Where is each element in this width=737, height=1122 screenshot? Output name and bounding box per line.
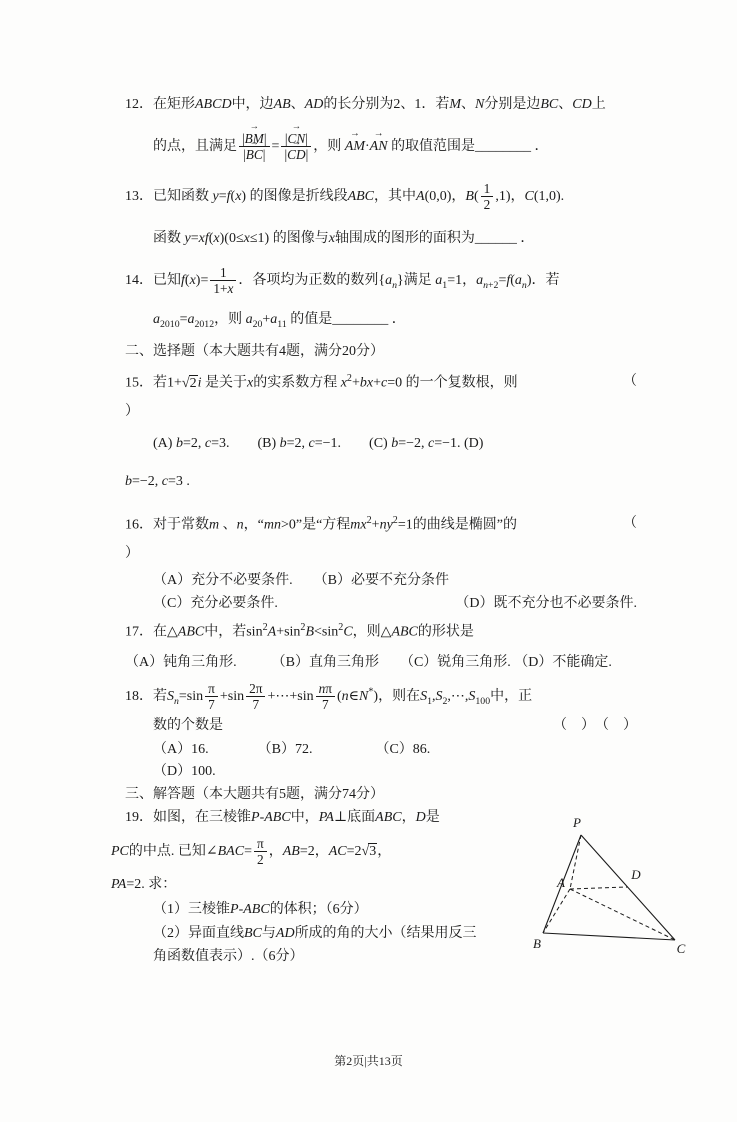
problem-16-line-1 [125, 513, 637, 536]
vertex-label-D: D [631, 866, 641, 882]
problem-13-line-1: 13．已知函数 y=f(x) 的图像是折线段ABC，其中A(0,0)，B( $\frac{1}{2}$ ,1)，C(1,0). [125, 180, 565, 212]
problem-18-choices-abc: （A）16. （B）72. （C）86. [153, 741, 431, 757]
vertex-label-A: A [557, 874, 565, 890]
problem-19-part-2-cont: 角函数值表示）.（6分） [153, 949, 304, 965]
problem-16-stem: 16．对于常数m 、n，“mn>0”是“方程$mx^2+ny^2=1$的曲线是椭圆”的 [125, 514, 517, 533]
problem-16-answer-paren-open: （ [623, 515, 637, 531]
problem-19-line-3: PA=2. 求： [111, 877, 177, 893]
problem-14-line-1: 14．已知f(x)= $\frac{1}{1+x}$ ．各项均为正数的数列$\{a_n\}$满足 $a_1=1$，$a_{n+2}=f(a_n)$．若 [125, 265, 560, 297]
edge-PA [570, 835, 581, 889]
vertex-label-B: B [533, 935, 541, 951]
problem-15-line-1 [125, 371, 637, 394]
problem-17-choices: （A）钝角三角形. （B）直角三角形 （C）锐角三角形. （D）不能确定. [125, 655, 612, 671]
problem-16-line-2: ） [125, 546, 139, 562]
page-footer: 第2页|共13页 [334, 1054, 403, 1068]
problem-15-line-2: ） [125, 403, 139, 419]
section-3-header: 三、解答题（本大题共有5题，满分74分） [125, 786, 384, 802]
problem-19 [111, 807, 686, 968]
problem-12-line-2: 的点，且满足 $\frac{|BM \to|}{|BC \to|}$ = $\frac{|CN \to|}{|CD \to|}$ ，则 AM →·AN → 的取值范围是________ ． [153, 131, 637, 163]
problem-14-line-2: $a_{2010}=a_{2012}$，则 $a_{20}+a_{11}$ 的值是________ ． [153, 311, 406, 330]
problem-19-line-2: PC的中点. 已知∠BAC= $\frac{\pi}{2}$ ，AB=2，AC=2√3， [111, 835, 392, 867]
edge-AB [543, 889, 570, 933]
segment-AD [570, 887, 628, 889]
vertex-label-C: C [676, 940, 686, 956]
problem-18-line-1: 18．若$S_n=\sin$ $\frac{\pi}{7}$ +sin $\frac{2\pi}{7}$ +⋯+sin $\frac{n\pi}{7}$ (n∈N*)，则在$S_1,S_2,\cdots,S_{100}$中，正 [125, 681, 533, 713]
problem-17-line-1: 17．在△ABC中，若$\sin^2A+\sin^2B<\sin^2C$，则△ABC的形状是 [125, 622, 474, 641]
problem-18-answer-parens: （ ） （ ） [553, 717, 637, 733]
section-2-header: 二、选择题（本大题共有4题，满分20分） [125, 344, 384, 360]
problem-19-line-1: 19．如图，在三棱锥P-ABC中，PA⊥底面ABC，D是 [125, 809, 440, 825]
problem-15-choice-d-wrap: b=−2, c=3 . [125, 473, 190, 489]
problem-12-line-1: 12．在矩形ABCD中，边AB、AD的长分别为2、1．若M、N分别是边BC、CD上 [125, 97, 606, 112]
problem-19-part-1: （1）三棱锥P-ABC的体积；（6分） [153, 902, 368, 918]
tetrahedron-figure [533, 813, 703, 958]
problem-19-part-2: （2）异面直线BC与AD所成的角的大小（结果用反三 [153, 926, 477, 942]
problem-16-choice-d: （D）既不充分也不必要条件. [455, 596, 637, 612]
problem-15-answer-paren-open: （ [623, 374, 637, 390]
problem-15-stem: 15．若1+√2i 是关于x的实系数方程 $x^2+bx+c=0$ 的一个复数根，则 [125, 373, 518, 391]
problem-18-stem-tail: 数的个数是 [153, 717, 223, 733]
problem-18-choice-d: （D）100. [153, 763, 216, 779]
problem-13-line-2: 函数 y=xf(x)(0≤x≤1) 的图像与x轴围成的图形的面积为______ ． [153, 231, 535, 247]
edge-AC [570, 889, 675, 940]
problem-15-choices: (A) b=2, c=3. (B) b=2, c=−1. (C) b=−2, c=−1. (D) [153, 435, 484, 451]
problem-16-choices-ab: （A）充分不必要条件. （B）必要不充分条件 [153, 573, 449, 589]
edge-BC [543, 933, 675, 940]
problem-16-choice-c: （C）充分必要条件. [153, 596, 278, 612]
problem-16-choices-cd [153, 593, 637, 614]
problem-18-line-2 [125, 715, 637, 736]
vertex-label-P: P [573, 814, 581, 830]
